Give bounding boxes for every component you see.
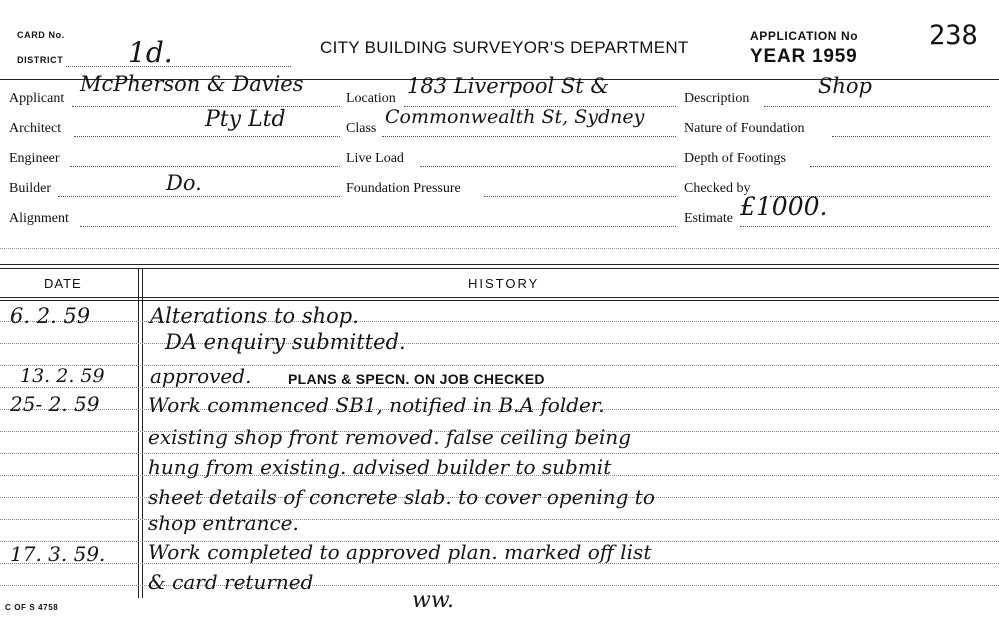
description-line — [764, 106, 990, 107]
location-value: 183 Liverpool St & — [407, 74, 610, 98]
entry-line: shop entrance. — [148, 511, 299, 535]
applicant-value: McPherson & Davies — [80, 72, 304, 96]
description-label: Description — [684, 91, 750, 106]
date-column-divider-1 — [138, 268, 139, 598]
fields-bottom-dots — [0, 248, 999, 249]
entry-date: 6. 2. 59 — [10, 304, 91, 328]
application-label: APPLICATION No — [750, 29, 859, 43]
entry-line: & card returned — [148, 570, 314, 594]
history-header-rule-1 — [0, 297, 999, 298]
architect-value: Pty Ltd — [205, 107, 286, 132]
builder-value: Do. — [166, 171, 202, 195]
foundation-pressure-line — [484, 196, 676, 197]
checked-by-label: Checked by — [684, 181, 751, 196]
form-code: C OF S 4758 — [5, 603, 59, 612]
card-no-label: CARD No. — [17, 30, 65, 40]
nature-of-foundation-label: Nature of Foundation — [684, 121, 805, 136]
entry-line: approved. — [150, 364, 252, 388]
history-column-header: HISTORY — [468, 276, 540, 291]
nature-of-foundation-line — [832, 136, 990, 137]
engineer-label: Engineer — [9, 151, 60, 166]
history-rule-top-1 — [0, 264, 999, 265]
alignment-label: Alignment — [9, 211, 69, 226]
description-value: Shop — [818, 74, 872, 98]
department-title: CITY BUILDING SURVEYOR'S DEPARTMENT — [320, 38, 689, 57]
class-label: Class — [346, 121, 377, 136]
class-value: Commonwealth St, Sydney — [385, 106, 645, 128]
builder-line — [58, 196, 340, 197]
entry-line: Work commenced SB1, notified in B.A folder. — [148, 393, 605, 417]
history-rule-top-2 — [0, 268, 999, 269]
depth-of-footings-line — [810, 166, 990, 167]
entry-date: 17. 3. 59. — [10, 542, 106, 566]
checked-stamp: PLANS & SPECN. ON JOB CHECKED — [288, 371, 545, 387]
live-load-line — [420, 166, 676, 167]
foundation-pressure-label: Foundation Pressure — [346, 181, 461, 196]
application-number: 238 — [929, 20, 978, 51]
entry-line: DA enquiry submitted. — [165, 330, 406, 354]
entry-line: sheet details of concrete slab. to cover opening to — [148, 485, 655, 509]
location-label: Location — [346, 91, 396, 106]
history-header-rule-2 — [0, 300, 999, 301]
architect-line — [74, 136, 340, 137]
architect-label: Architect — [9, 121, 62, 136]
estimate-label: Estimate — [684, 211, 733, 226]
district-value: 1d. — [128, 36, 173, 69]
entry-line: Work completed to approved plan. marked off list — [148, 540, 652, 564]
estimate-value: £1000. — [740, 192, 828, 221]
engineer-line — [70, 166, 340, 167]
depth-of-footings-label: Depth of Footings — [684, 151, 786, 166]
alignment-line — [80, 226, 676, 227]
entry-line: existing shop front removed. false ceiling being — [148, 425, 632, 449]
applicant-label: Applicant — [9, 91, 65, 106]
class-line — [382, 136, 676, 137]
year-label: YEAR 1959 — [750, 46, 858, 67]
district-underline — [66, 66, 291, 67]
estimate-line — [740, 226, 990, 227]
date-column-divider-2 — [142, 268, 143, 598]
district-label: DISTRICT — [17, 55, 64, 65]
entry-line: hung from existing. advised builder to submit — [148, 455, 612, 479]
entry-line: Alterations to shop. — [150, 304, 359, 328]
entry-date: 13. 2. 59 — [20, 365, 105, 387]
entry-date: 25- 2. 59 — [10, 392, 100, 416]
date-column-header: DATE — [44, 276, 82, 291]
inspector-initials: ww. — [412, 588, 455, 613]
builder-label: Builder — [9, 181, 51, 196]
live-load-label: Live Load — [346, 151, 404, 166]
